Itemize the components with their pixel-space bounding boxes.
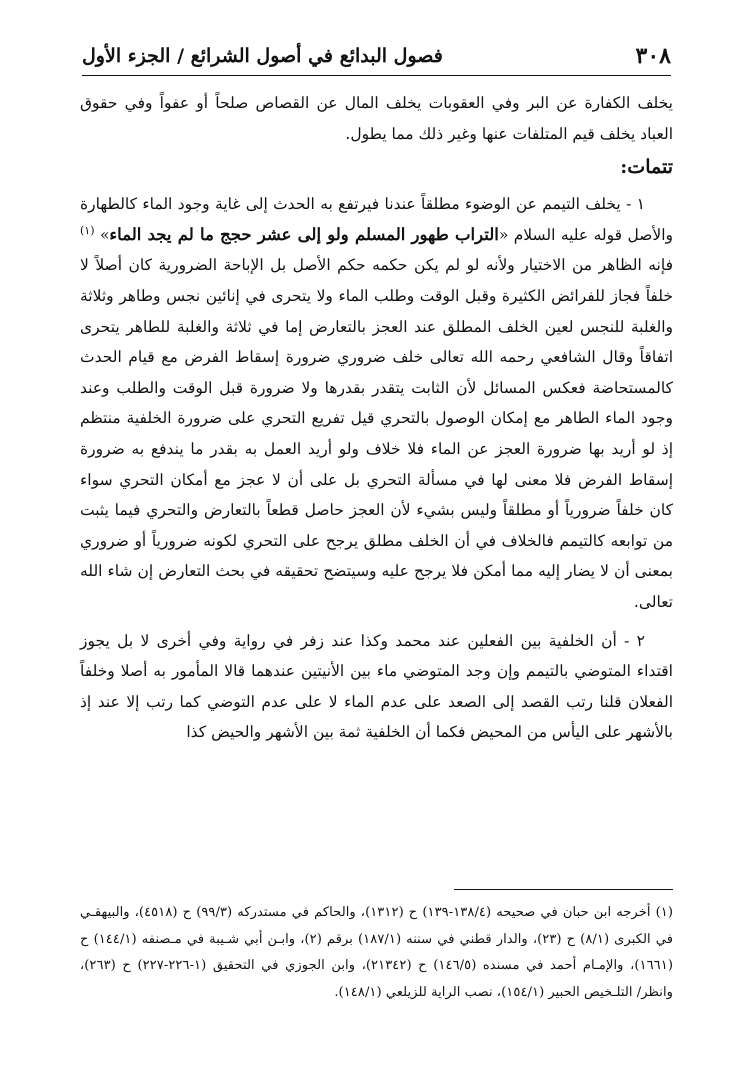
- quote-close: »: [99, 225, 110, 244]
- paragraph-item-1: [80, 189, 673, 617]
- footnotes: [80, 900, 673, 1006]
- footnote-reference[interactable]: (١): [80, 223, 95, 237]
- footnote-1: (١) أخرجه ابن حبان في صحيحه (١٣٨/٤-١٣٩) ح (١٣١٢)، والحاكم في مستدركه (٩٩/٣) ح (٤٥١٨)، والبيهقـي في الكبرى (٨/١) ح (٢٣)، والدار قطني في سننه (١٨٧/١) برقم (٢)، وابـن أبي شـيبة في مـصنفه (١٤٤/١) ح (١٦٦١)، والإمـام أحمد في مسنده (١٤٦/٥) ح (٢١٣٤٢)، وابن الجوزي في التحقيق (١-٢٢٦-٢٢٧) ح (٢٦٣)، وانظر/ التلـخيص الحبير (١٥٤/١)، نصب الراية للزيلعي (١٤٨/١).: [80, 905, 674, 1000]
- page-number: ٣٠٨: [635, 43, 671, 69]
- footnote-divider: [454, 889, 673, 890]
- hadith-quote: التراب طهور المسلم ولو إلى عشر حجج ما لم يجد الماء: [109, 224, 499, 244]
- running-title: فصول البدائع في أصول الشرائع / الجزء الأول: [82, 45, 443, 67]
- page-header: [82, 38, 671, 74]
- item-1-start: ١ - يخلف التيمم عن الوضوء مطلقاً عندنا فيرتفع به الحدث إلى غاية وجود الماء كالطهارة والأصل قوله عليه السلام «: [80, 195, 673, 244]
- paragraph-item-2: ٢ - أن الخلفية بين الفعلين عند محمد وكذا عند زفر في رواية وفي أخرى لا بل يجوز اقتداء المتوضي بالتيمم وإن وجد المتوضي ماء بين الأنيتين عندهما قالا المأمور به أصلا وخلفاً الفعلان قلنا رتب القصد إلى الصعد على عدم الماء لا على عدم التوضي كما رتب إلا عند إذ بالأشهر على اليأس من المحيض فكما أن الخلفية ثمة بين الأشهر والحيض كذا: [80, 631, 673, 742]
- item-1-rest: فإنه الظاهر من الاختيار ولأنه لو لم يكن حكمه حكم الأصل بل الإباحة الضرورية كان أصلاً لا خلفاً فجاز للفرائض الكثيرة وقبل الوقت وطلب الماء ولا يتحرى في إنائين نجس وطاهر وثلاثة والغلبة للنجس لعين الخلف المطلق عند العجز بالتعارض إما في ثلاثة والغلبة للطاهر يتحرى اتفاقاً وقال الشافعي رحمه الله تعالى خلف ضروري ضرورة إسقاط الفرض مع قيام الحدث كالمستحاضة فعكس المسائل لأن الثابت يتقدر بقدرها ولا ضرورة قبل الوقت والطلب وعند وجود الماء الطاهر مع إمكان الوصول بالتحري قيل تفريع التحري على ضرورة الخلفية منتظم إذ لو أريد بها ضرورة العجز عن الماء فلا خلاف ولو أريد العمل به بقدر ما يندفع به ضرورة إسقاط الفرض فلا معنى لها في مسألة التحري بل على أن لا عجز مع أمكان التحري سواء كان خلفاً ضرورياً أو مطلقاً وليس بشيء لأن العجز حاصل قطعاً بالتعارض والتحري فيما يثبت من توابعه كالتيمم فالخلاف في أن الخلف مطلق يرجح على التحري لكونه ضرورياً أو ضروري بمعنى أن لا يضار إليه مما أمكن فلا يرجح عليه وسيتضح تحقيقه في بحث التعارض إن شاء الله تعالى.: [80, 256, 673, 611]
- section-heading: تتمات:: [620, 156, 673, 179]
- intro-paragraph: يخلف الكفارة عن البر وفي العقوبات يخلف المال عن القصاص صلحاً أو عفواً وفي حقوق العباد يخلف قيم المتلفات عنها وغير ذلك مما يطول.: [80, 94, 673, 143]
- header-divider: [82, 75, 671, 76]
- main-text: [80, 88, 673, 748]
